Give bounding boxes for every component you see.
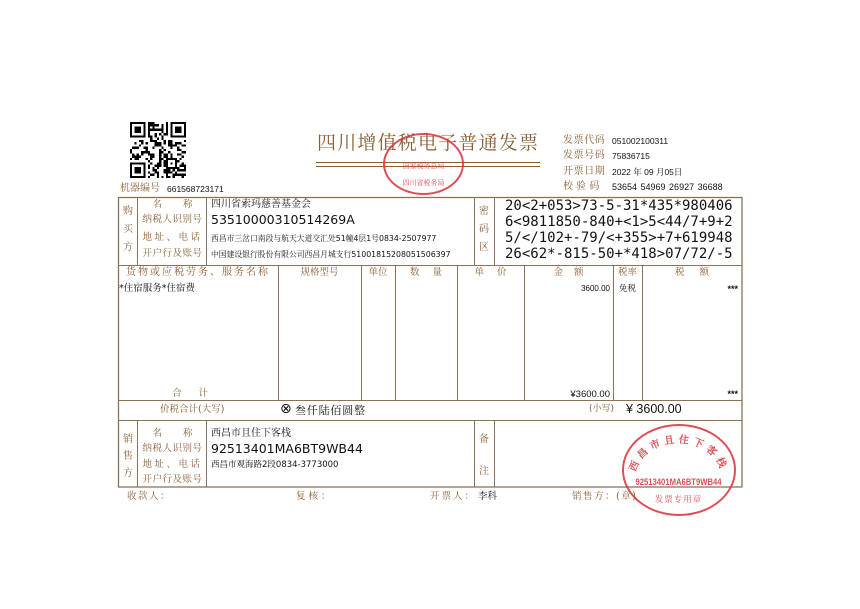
qr-module bbox=[161, 129, 163, 131]
qr-module bbox=[152, 140, 154, 142]
issue-date: 2022 年 09 月05日 bbox=[612, 167, 683, 177]
qr-module bbox=[143, 151, 145, 153]
qr-module bbox=[157, 142, 159, 144]
qr-module bbox=[148, 153, 150, 155]
item-name: *住宿服务*住宿费 bbox=[119, 283, 196, 294]
qr-module bbox=[161, 151, 163, 153]
qr-module bbox=[159, 144, 161, 146]
qr-module bbox=[164, 142, 166, 144]
qr-module bbox=[182, 151, 184, 153]
qr-module bbox=[150, 124, 152, 126]
qr-module bbox=[132, 147, 134, 149]
qr-module bbox=[170, 140, 172, 142]
qr-module bbox=[134, 147, 136, 149]
qr-module bbox=[159, 158, 161, 160]
qr-module bbox=[168, 144, 170, 146]
qr-module bbox=[150, 129, 152, 131]
supervision-seal bbox=[383, 133, 464, 195]
qr-module bbox=[184, 174, 186, 176]
qr-module bbox=[175, 174, 177, 176]
qr-module bbox=[166, 124, 168, 126]
qr-finder bbox=[175, 126, 182, 133]
qr-finder bbox=[134, 167, 141, 174]
qr-module bbox=[155, 142, 157, 144]
qr-module bbox=[150, 174, 152, 176]
qr-module bbox=[152, 156, 154, 158]
cipher-line: 5/</102+-79/<+355>+7+619948 bbox=[505, 230, 733, 246]
qr-module bbox=[175, 142, 177, 144]
qr-module bbox=[161, 138, 163, 140]
qr-module bbox=[164, 149, 166, 151]
qr-module bbox=[152, 167, 154, 169]
qr-module bbox=[177, 142, 179, 144]
qr-module bbox=[141, 142, 143, 144]
qr-module bbox=[166, 169, 168, 171]
qr-module bbox=[179, 165, 181, 167]
qr-module bbox=[155, 171, 157, 173]
qr-module bbox=[168, 151, 170, 153]
buyer-section-label: 购买方 bbox=[123, 206, 133, 253]
qr-module bbox=[148, 151, 150, 153]
qr-module bbox=[130, 158, 132, 160]
qr-module bbox=[166, 126, 168, 128]
qr-module bbox=[150, 156, 152, 158]
qr-module bbox=[182, 162, 184, 164]
machine-number-label: 机器编号 bbox=[120, 183, 160, 194]
seller-tax-id-label: 纳税人识别号 bbox=[142, 443, 203, 454]
qr-module bbox=[148, 171, 150, 173]
cipher-line: 6<9811850-840+<1>5<44/7+9+2 bbox=[505, 214, 733, 230]
qr-module bbox=[184, 151, 186, 153]
qr-module bbox=[175, 171, 177, 173]
qr-module bbox=[182, 156, 184, 158]
qr-module bbox=[152, 174, 154, 176]
seller-bank-label: 开户行及账号 bbox=[142, 474, 203, 485]
col-header-rate: 税率 bbox=[617, 267, 637, 278]
qr-module bbox=[148, 124, 150, 126]
qr-module bbox=[166, 129, 168, 131]
qr-module bbox=[159, 151, 161, 153]
qr-module bbox=[177, 169, 179, 171]
col-header-qty: 数 量 bbox=[409, 267, 443, 278]
payee-label: 收款人： bbox=[127, 491, 172, 502]
qr-module bbox=[164, 140, 166, 142]
cipher-line: 26<62*-815-50+*418>07/72/-5 bbox=[505, 246, 733, 262]
qr-module bbox=[139, 144, 141, 146]
qr-module bbox=[161, 131, 163, 133]
qr-module bbox=[152, 124, 154, 126]
qr-module bbox=[182, 165, 184, 167]
qr-module bbox=[166, 122, 168, 124]
qr-module bbox=[148, 122, 150, 124]
qr-module bbox=[170, 153, 172, 155]
item-tax-rate: 免税 bbox=[618, 284, 636, 294]
qr-module bbox=[159, 160, 161, 162]
buyer-address: 西昌市三岔口南段与航天大道交汇处51幢4层1号0834-2507977 bbox=[211, 234, 437, 243]
buyer-bank: 中国建设银行股份有限公司西昌月城支行51001815208051506397 bbox=[211, 250, 451, 259]
qr-module bbox=[139, 156, 141, 158]
qr-module bbox=[170, 147, 172, 149]
issuer: 李科 bbox=[478, 491, 498, 502]
qr-module bbox=[182, 176, 184, 178]
qr-module bbox=[166, 156, 168, 158]
qr-module bbox=[146, 142, 148, 144]
cipher-line: 20<2+053>73-5-31*435*980406 bbox=[505, 198, 733, 214]
seller-section-label: 销售方 bbox=[123, 434, 133, 479]
seller-seal-lettering bbox=[624, 426, 733, 513]
qr-module bbox=[164, 133, 166, 135]
qr-module bbox=[161, 124, 163, 126]
issuer-label: 开票人： bbox=[430, 491, 477, 502]
reviewer-label: 复核： bbox=[296, 491, 334, 502]
qr-module bbox=[166, 153, 168, 155]
qr-module bbox=[159, 156, 161, 158]
supervision-seal-line1: 国家税务总局 bbox=[402, 162, 445, 170]
qr-module bbox=[173, 169, 175, 171]
invoice-number-label: 发票号码 bbox=[563, 150, 606, 161]
qr-module bbox=[159, 133, 161, 135]
qr-module bbox=[146, 149, 148, 151]
qr-module bbox=[159, 153, 161, 155]
qr-module bbox=[177, 167, 179, 169]
qr-module bbox=[137, 153, 139, 155]
qr-module bbox=[157, 176, 159, 178]
qr-module bbox=[166, 171, 168, 173]
qr-module bbox=[132, 153, 134, 155]
qr-module bbox=[134, 142, 136, 144]
qr-module bbox=[179, 149, 181, 151]
qr-module bbox=[164, 171, 166, 173]
qr-module bbox=[134, 156, 136, 158]
qr-module bbox=[155, 124, 157, 126]
qr-module bbox=[146, 151, 148, 153]
qr-module bbox=[179, 153, 181, 155]
qr-module bbox=[141, 140, 143, 142]
seller-address-label: 地址、电话 bbox=[142, 459, 203, 470]
col-header-name: 货物或应税劳务、服务名称 bbox=[126, 267, 270, 278]
qr-module bbox=[161, 176, 163, 178]
buyer-name-label: 名 称 bbox=[152, 199, 193, 210]
qr-module bbox=[148, 131, 150, 133]
qr-module bbox=[148, 133, 150, 135]
qr-module bbox=[161, 135, 163, 137]
col-header-amount: 金 额 bbox=[553, 267, 584, 278]
qr-module bbox=[168, 142, 170, 144]
col-header-spec: 规格型号 bbox=[300, 267, 339, 278]
qr-module bbox=[146, 158, 148, 160]
seal-shop-name: 西昌市且住下客栈 bbox=[627, 434, 730, 474]
buyer-name: 四川省索玛慈善基金会 bbox=[211, 199, 311, 210]
qr-module bbox=[155, 169, 157, 171]
qr-module bbox=[155, 140, 157, 142]
check-code-label: 校 验 码 bbox=[563, 181, 600, 192]
qr-module bbox=[168, 140, 170, 142]
qr-module bbox=[157, 162, 159, 164]
qr-module bbox=[175, 144, 177, 146]
seller-invoice-seal bbox=[622, 424, 736, 516]
qr-module bbox=[179, 169, 181, 171]
qr-module bbox=[168, 169, 170, 171]
seller-name: 西昌市且住下客栈 bbox=[211, 428, 291, 439]
qr-module bbox=[152, 126, 154, 128]
qr-module bbox=[184, 169, 186, 171]
circled-x-icon: ⊗ bbox=[280, 401, 292, 417]
qr-module bbox=[161, 126, 163, 128]
seal-bottom-text: 发票专用章 bbox=[654, 495, 703, 505]
total-amount: ¥3600.00 bbox=[570, 389, 610, 400]
qr-module bbox=[182, 169, 184, 171]
buyer-address-label: 地址、电话 bbox=[142, 232, 203, 243]
qr-module bbox=[152, 169, 154, 171]
seller-stamp-label: 销售方：(章) bbox=[572, 491, 638, 502]
total-label: 合 计 bbox=[171, 388, 209, 399]
qr-module bbox=[148, 167, 150, 169]
qr-module bbox=[179, 142, 181, 144]
qr-module bbox=[157, 138, 159, 140]
qr-module bbox=[161, 147, 163, 149]
qr-module bbox=[157, 144, 159, 146]
qr-module bbox=[137, 147, 139, 149]
qr-module bbox=[164, 169, 166, 171]
qr-module bbox=[152, 129, 154, 131]
qr-module bbox=[150, 135, 152, 137]
total-tax: *** bbox=[727, 389, 738, 399]
qr-module bbox=[177, 149, 179, 151]
qr-module bbox=[150, 122, 152, 124]
col-header-tax: 税 额 bbox=[674, 267, 710, 278]
qr-module bbox=[170, 142, 172, 144]
seller-address: 西昌市观海路2段0834-3773000 bbox=[211, 460, 339, 470]
qr-module bbox=[155, 144, 157, 146]
qr-module bbox=[177, 174, 179, 176]
qr-module bbox=[173, 144, 175, 146]
qr-module bbox=[168, 171, 170, 173]
qr-module bbox=[155, 129, 157, 131]
qr-module bbox=[184, 167, 186, 169]
invoice-code: 051002100311 bbox=[612, 136, 669, 146]
qr-module bbox=[152, 153, 154, 155]
qr-module bbox=[150, 153, 152, 155]
qr-module bbox=[155, 165, 157, 167]
qr-module bbox=[146, 147, 148, 149]
seal-arc-text bbox=[626, 432, 731, 473]
qr-module bbox=[166, 133, 168, 135]
qr-module bbox=[157, 129, 159, 131]
qr-finder bbox=[134, 126, 141, 133]
qr-module bbox=[148, 129, 150, 131]
qr-module bbox=[164, 160, 166, 162]
qr-module bbox=[159, 142, 161, 144]
qr-module bbox=[179, 174, 181, 176]
seller-tax-id: 92513401MA6BT9WB44 bbox=[211, 441, 363, 456]
qr-module bbox=[173, 174, 175, 176]
invoice-number: 75836715 bbox=[612, 151, 650, 161]
qr-module bbox=[177, 160, 179, 162]
qr-module bbox=[143, 147, 145, 149]
qr-module bbox=[164, 153, 166, 155]
qr-module bbox=[184, 144, 186, 146]
machine-number: 661568723171 bbox=[167, 184, 224, 194]
qr-module bbox=[184, 140, 186, 142]
qr-module bbox=[141, 153, 143, 155]
qr-module bbox=[152, 122, 154, 124]
qr-module bbox=[148, 165, 150, 167]
check-code: 53654 54969 26927 36688 bbox=[612, 182, 723, 192]
qr-alignment bbox=[170, 162, 172, 164]
qr-module bbox=[182, 144, 184, 146]
qr-module bbox=[166, 176, 168, 178]
qr-module bbox=[159, 162, 161, 164]
qr-module bbox=[157, 174, 159, 176]
qr-module bbox=[148, 126, 150, 128]
qr-module bbox=[130, 151, 132, 153]
qr-module bbox=[179, 158, 181, 160]
qr-module bbox=[157, 165, 159, 167]
invoice-title: 四川增值税电子普通发票 bbox=[317, 132, 540, 154]
seal-tax-id: 92513401MA6BT9WB44 bbox=[635, 477, 722, 487]
buyer-tax-id: 53510000310514269A bbox=[211, 212, 355, 227]
qr-module bbox=[159, 129, 161, 131]
buyer-tax-id-label: 纳税人识别号 bbox=[142, 214, 203, 225]
qr-module bbox=[157, 124, 159, 126]
qr-module bbox=[130, 149, 132, 151]
qr-module bbox=[152, 147, 154, 149]
qr-module bbox=[150, 138, 152, 140]
item-amount: 3600.00 bbox=[581, 284, 610, 293]
qr-module bbox=[150, 140, 152, 142]
qr-module bbox=[166, 174, 168, 176]
issue-date-label: 开票日期 bbox=[563, 166, 606, 177]
qr-module bbox=[159, 149, 161, 151]
cipher-area-label: 密码区 bbox=[479, 206, 489, 253]
qr-module bbox=[168, 176, 170, 178]
qr-module bbox=[177, 153, 179, 155]
qr-module bbox=[164, 156, 166, 158]
qr-module bbox=[157, 167, 159, 169]
qr-module bbox=[139, 140, 141, 142]
grand-total-words-label: 价税合计(大写) bbox=[160, 404, 225, 415]
qr-module bbox=[155, 135, 157, 137]
qr-code bbox=[130, 122, 186, 178]
qr-module bbox=[134, 158, 136, 160]
qr-module bbox=[161, 158, 163, 160]
qr-module bbox=[170, 144, 172, 146]
qr-module bbox=[166, 131, 168, 133]
qr-module bbox=[137, 158, 139, 160]
remarks-label: 备注 bbox=[479, 434, 489, 477]
qr-module bbox=[177, 147, 179, 149]
qr-module bbox=[150, 158, 152, 160]
qr-module bbox=[137, 156, 139, 158]
qr-module bbox=[141, 151, 143, 153]
qr-module bbox=[155, 133, 157, 135]
qr-module bbox=[132, 156, 134, 158]
qr-module bbox=[170, 156, 172, 158]
qr-module bbox=[148, 160, 150, 162]
qr-module bbox=[182, 174, 184, 176]
qr-module bbox=[164, 162, 166, 164]
qr-module bbox=[148, 135, 150, 137]
qr-module bbox=[173, 176, 175, 178]
qr-module bbox=[148, 176, 150, 178]
col-header-price: 单 价 bbox=[474, 267, 507, 278]
qr-module bbox=[157, 171, 159, 173]
col-header-unit: 单位 bbox=[368, 267, 388, 278]
supervision-seal-line2: 四川省税务局 bbox=[402, 179, 445, 187]
qr-module bbox=[164, 165, 166, 167]
invoice-code-label: 发票代码 bbox=[563, 135, 606, 146]
seller-name-label: 名 称 bbox=[152, 428, 193, 439]
item-tax: *** bbox=[727, 284, 738, 294]
qr-module bbox=[159, 165, 161, 167]
buyer-bank-label: 开户行及账号 bbox=[142, 248, 203, 259]
grand-total-figure-label: (小写) bbox=[589, 404, 615, 414]
qr-module bbox=[150, 162, 152, 164]
grand-total-figure: ¥ 3600.00 bbox=[626, 402, 682, 416]
grand-total-words: 叁仟陆佰圆整 bbox=[295, 404, 366, 417]
qr-module bbox=[170, 171, 172, 173]
qr-module bbox=[184, 165, 186, 167]
